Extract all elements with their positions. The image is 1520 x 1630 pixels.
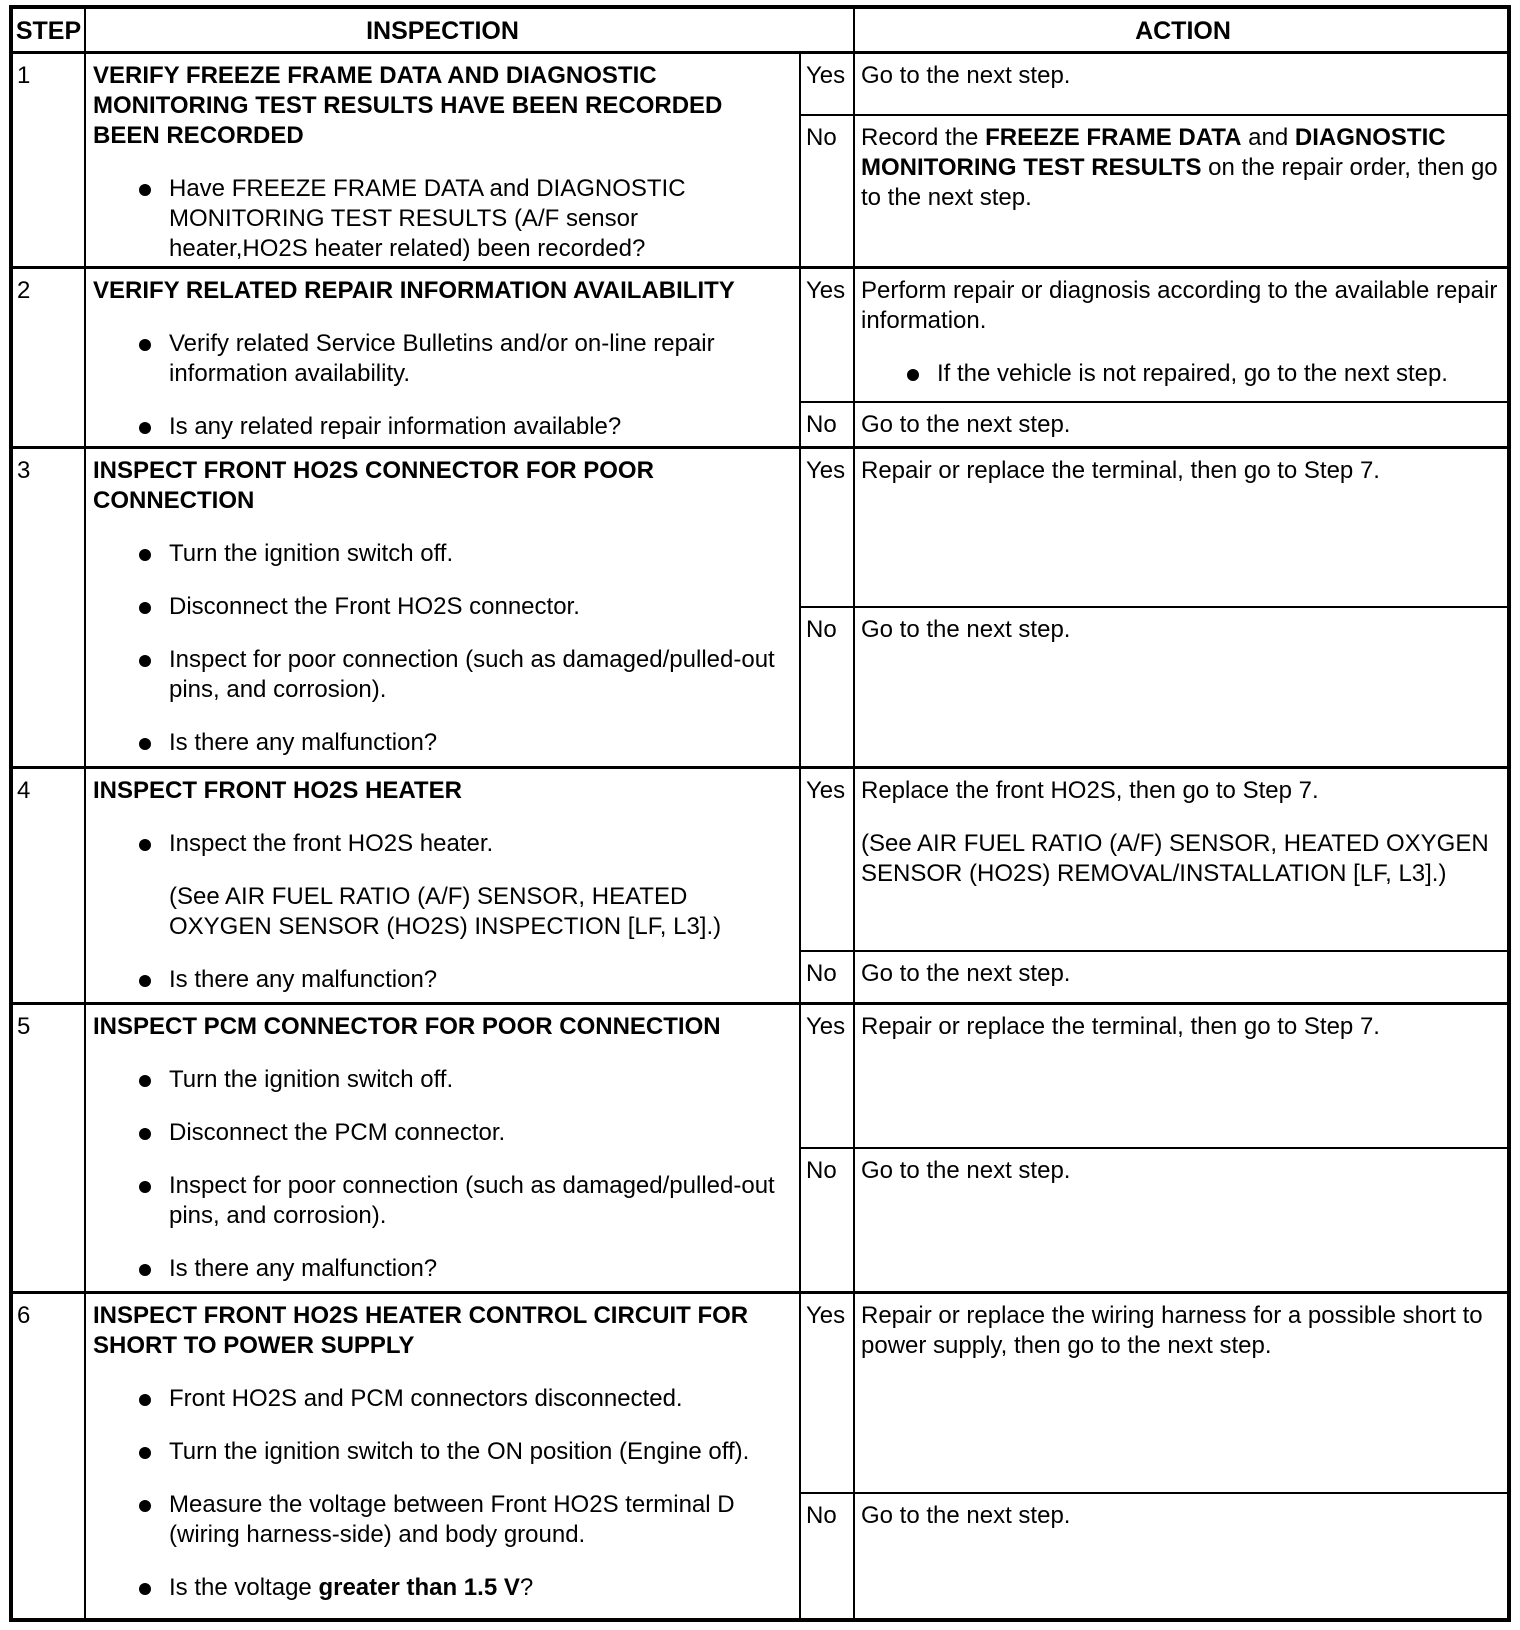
no-action: Go to the next step.: [861, 1502, 1071, 1529]
row-separator: [13, 51, 1507, 54]
yes-action: Repair or replace the terminal, then go to Step 7.: [861, 457, 1380, 484]
inspection-bullet: Front HO2S and PCM connectors disconnected.: [93, 1384, 783, 1414]
bold-text: FREEZE FRAME DATA: [985, 124, 1242, 151]
inspection-bullet: Turn the ignition switch off.: [93, 1065, 783, 1095]
step-number: 2: [17, 277, 31, 304]
step-number: 1: [17, 62, 31, 89]
text: Is the voltage: [169, 1574, 319, 1601]
row-separator: [13, 266, 1507, 269]
diagnostic-table: [9, 5, 1511, 1622]
text: and: [1241, 124, 1295, 151]
step-title: INSPECT FRONT HO2S HEATER: [93, 777, 462, 804]
yes-action: Repair or replace the terminal, then go to Step 7.: [861, 1013, 1380, 1040]
yes-action: Go to the next step.: [861, 62, 1071, 89]
step-number: 6: [17, 1302, 31, 1329]
step-title: VERIFY RELATED REPAIR INFORMATION AVAILABILITY: [93, 277, 735, 304]
inspection-bullet: Inspect the front HO2S heater.: [93, 829, 783, 859]
yes-label: Yes: [806, 1013, 846, 1040]
no-label: No: [806, 411, 837, 438]
header-inspection: INSPECTION: [366, 17, 519, 45]
inspection-bullet: Is any related repair information available?: [93, 412, 783, 442]
no-label: No: [806, 616, 837, 643]
inspection-bullet: [93, 1573, 783, 1603]
step-number: 5: [17, 1013, 31, 1040]
action-text: Replace the front HO2S, then go to Step 7.: [861, 777, 1319, 804]
yes-label: Yes: [806, 62, 846, 89]
yes-label: Yes: [806, 277, 846, 304]
yes-action: [855, 270, 1507, 389]
row-separator: [13, 1291, 1507, 1294]
inspection-bullet: Is there any malfunction?: [93, 965, 783, 995]
inspection-note: (See AIR FUEL RATIO (A/F) SENSOR, HEATED OXYGEN SENSOR (HO2S) INSPECTION [LF, L3].): [169, 883, 722, 940]
action-bullet: If the vehicle is not repaired, go to the next step.: [861, 359, 1499, 389]
inspection-bullet: Measure the voltage between Front HO2S terminal D (wiring harness-side) and body ground.: [93, 1490, 783, 1550]
step-title: INSPECT PCM CONNECTOR FOR POOR CONNECTION: [93, 1013, 721, 1040]
step-1-inspection: [93, 61, 783, 264]
step-title: INSPECT FRONT HO2S HEATER CONTROL CIRCUIT FOR SHORT TO POWER SUPPLY: [93, 1302, 749, 1359]
col-divider-step: [84, 9, 86, 1622]
no-action: Go to the next step.: [861, 960, 1071, 987]
inspection-bullet: Turn the ignition switch to the ON position (Engine off).: [93, 1437, 783, 1467]
inspection-bullet: Inspect for poor connection (such as damaged/pulled-out pins, and corrosion).: [93, 645, 783, 705]
yes-no-separator: [799, 606, 1507, 608]
step-title: INSPECT FRONT HO2S CONNECTOR FOR POOR CONNECTION: [93, 457, 654, 514]
inspection-bullet: Disconnect the Front HO2S connector.: [93, 592, 783, 622]
bold-text: greater than 1.5 V: [318, 1574, 520, 1601]
no-action: Go to the next step.: [861, 1157, 1071, 1184]
step-6-inspection: [93, 1301, 783, 1603]
no-label: No: [806, 960, 837, 987]
text: on the repair order, then go to the next step.: [861, 154, 1498, 211]
step-3-inspection: [93, 456, 783, 758]
inspection-bullet: Have FREEZE FRAME DATA and DIAGNOSTIC MONITORING TEST RESULTS (A/F sensor heater,HO2S heater related) been recorded?: [93, 174, 783, 264]
inspection-bullet: Is there any malfunction?: [93, 1254, 783, 1284]
yes-action: Repair or replace the wiring harness for a possible short to power supply, then go to the next step.: [861, 1302, 1483, 1359]
text: ?: [519, 1574, 534, 1601]
header-action: ACTION: [1135, 17, 1231, 45]
step-number: 4: [17, 777, 31, 804]
inspection-bullet: Disconnect the PCM connector.: [93, 1118, 783, 1148]
no-label: No: [806, 1502, 837, 1529]
step-title: VERIFY FREEZE FRAME DATA AND DIAGNOSTIC MONITORING TEST RESULTS HAVE BEEN RECORDED BEEN RECORDED: [93, 62, 723, 149]
inspection-bullet: Is there any malfunction?: [93, 728, 783, 758]
yes-no-separator: [799, 950, 1507, 952]
yes-no-separator: [799, 401, 1507, 403]
yes-no-separator: [799, 1147, 1507, 1149]
yes-no-separator: [799, 114, 1507, 116]
no-action: Go to the next step.: [861, 616, 1071, 643]
no-action: Go to the next step.: [861, 411, 1071, 438]
action-note: (See AIR FUEL RATIO (A/F) SENSOR, HEATED OXYGEN SENSOR (HO2S) REMOVAL/INSTALLATION [LF, L3].): [861, 830, 1489, 887]
yes-no-separator: [799, 1492, 1507, 1494]
no-action: [855, 117, 1507, 213]
no-label: No: [806, 124, 837, 151]
row-separator: [13, 446, 1507, 449]
yes-label: Yes: [806, 457, 846, 484]
step-2-inspection: [93, 276, 783, 442]
step-4-inspection: [93, 776, 783, 995]
row-separator: [13, 1002, 1507, 1005]
header-step: STEP: [15, 17, 82, 45]
bold-text: DIAGNOSTIC MONITORING TEST RESULTS: [861, 124, 1446, 181]
action-text: Perform repair or diagnosis according to the available repair information.: [861, 277, 1498, 334]
inspection-bullet: Inspect for poor connection (such as damaged/pulled-out pins, and corrosion).: [93, 1171, 783, 1231]
yes-label: Yes: [806, 777, 846, 804]
step-number: 3: [17, 457, 31, 484]
step-5-inspection: [93, 1012, 783, 1284]
no-label: No: [806, 1157, 837, 1184]
yes-action: [855, 770, 1507, 889]
inspection-bullet: Verify related Service Bulletins and/or on-line repair information availability.: [93, 329, 783, 389]
yes-label: Yes: [806, 1302, 846, 1329]
text: Record the: [861, 124, 986, 151]
row-separator: [13, 766, 1507, 769]
inspection-bullet: Turn the ignition switch off.: [93, 539, 783, 569]
